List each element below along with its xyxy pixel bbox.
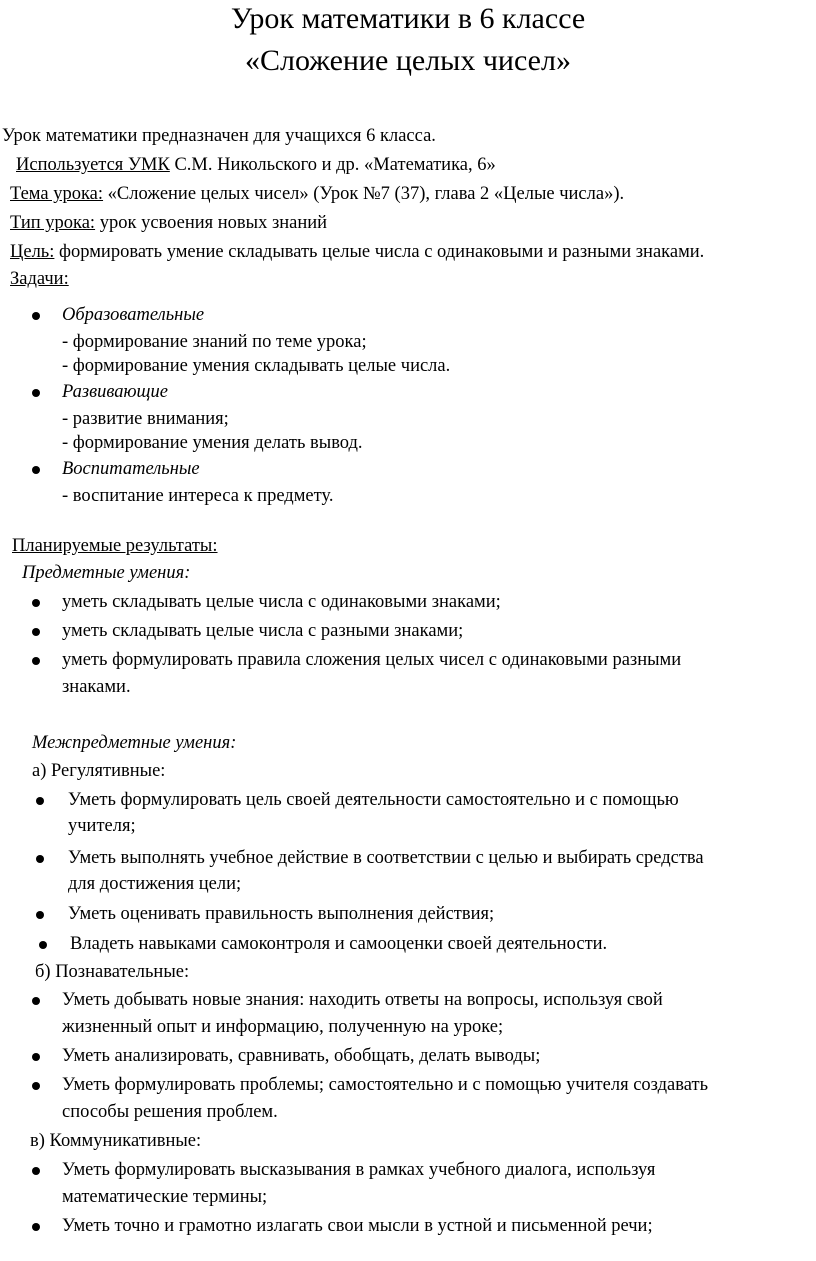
umk-value: С.М. Никольского и др. «Математика, 6»: [169, 155, 496, 175]
regulatory-item: Владеть навыками самоконтроля и самооценки своей деятельности.: [70, 934, 608, 954]
regulatory-item-continued: учителя;: [68, 816, 136, 836]
bullet-icon: [32, 1053, 40, 1061]
umk-label: Используется УМК: [16, 155, 170, 175]
topic-line: [10, 182, 624, 206]
bullet-icon: [32, 312, 40, 320]
bullet-icon: [36, 797, 44, 805]
document-title-line-2: «Сложение целых чисел»: [245, 44, 571, 77]
communicative-heading: в) Коммуникативные:: [30, 1131, 202, 1151]
results-heading: Планируемые результаты:: [12, 536, 218, 556]
bullet-icon: [32, 628, 40, 636]
document-title-line-1: Урок математики в 6 классе: [230, 2, 586, 35]
task-educational-title: Образовательные: [62, 305, 205, 325]
bullet-icon: [32, 389, 40, 397]
bullet-icon: [32, 466, 40, 474]
task-upbringing-title: Воспитательные: [62, 459, 200, 479]
meta-skills-heading: Межпредметные умения:: [32, 733, 237, 753]
goal-line: [10, 240, 704, 264]
task-developing-item: - развитие внимания;: [62, 409, 229, 429]
communicative-item-continued: математические термины;: [62, 1187, 268, 1207]
tasks-heading: Задачи:: [10, 269, 69, 289]
regulatory-item: Уметь выполнять учебное действие в соответствии с целью и выбирать средства: [68, 848, 704, 868]
subject-skill-item: уметь складывать целые числа с одинаковыми знаками;: [62, 592, 501, 612]
subject-skill-item: уметь складывать целые числа с разными знаками;: [62, 621, 464, 641]
task-upbringing-item: - воспитание интереса к предмету.: [62, 486, 334, 506]
bullet-icon: [39, 941, 47, 949]
task-developing-item: - формирование умения делать вывод.: [62, 433, 363, 453]
cognitive-heading: б) Познавательные:: [35, 962, 190, 982]
regulatory-item-continued: для достижения цели;: [68, 874, 242, 894]
bullet-icon: [36, 855, 44, 863]
bullet-icon: [32, 1167, 40, 1175]
subject-skill-item-continued: знаками.: [62, 677, 131, 697]
communicative-item: Уметь формулировать высказывания в рамках учебного диалога, используя: [62, 1160, 656, 1180]
regulatory-heading: а) Регулятивные:: [32, 761, 166, 781]
cognitive-item-continued: жизненный опыт и информацию, полученную на уроке;: [62, 1017, 504, 1037]
lesson-type-line: [10, 211, 327, 235]
cognitive-item: Уметь анализировать, сравнивать, обобщать, делать выводы;: [62, 1046, 541, 1066]
task-educational-item: - формирование знаний по теме урока;: [62, 332, 367, 352]
topic-value: «Сложение целых чисел» (Урок №7 (37), глава 2 «Целые числа»).: [103, 184, 625, 204]
goal-label: Цель:: [10, 242, 55, 262]
cognitive-item: Уметь добывать новые знания: находить ответы на вопросы, используя свой: [62, 990, 663, 1010]
lesson-type-label: Тип урока:: [10, 213, 96, 233]
subject-skill-item: уметь формулировать правила сложения целых чисел с одинаковыми разными: [62, 650, 682, 670]
cognitive-item: Уметь формулировать проблемы; самостоятельно и с помощью учителя создавать: [62, 1075, 709, 1095]
subject-skills-heading: Предметные умения:: [22, 563, 191, 583]
bullet-icon: [32, 1223, 40, 1231]
purpose-text: Урок математики предназначен для учащихся 6 класса.: [2, 126, 436, 146]
cognitive-item-continued: способы решения проблем.: [62, 1102, 278, 1122]
bullet-icon: [32, 657, 40, 665]
communicative-item: Уметь точно и грамотно излагать свои мысли в устной и письменной речи;: [62, 1216, 653, 1236]
bullet-icon: [32, 1082, 40, 1090]
bullet-icon: [36, 911, 44, 919]
bullet-icon: [32, 599, 40, 607]
regulatory-item: Уметь формулировать цель своей деятельности самостоятельно и с помощью: [68, 790, 679, 810]
lesson-type-value: урок усвоения новых знаний: [95, 213, 328, 233]
bullet-icon: [32, 997, 40, 1005]
topic-label: Тема урока:: [10, 184, 104, 204]
regulatory-item: Уметь оценивать правильность выполнения действия;: [68, 904, 495, 924]
task-educational-item: - формирование умения складывать целые числа.: [62, 356, 451, 376]
task-developing-title: Развивающие: [62, 382, 168, 402]
goal-value: формировать умение складывать целые числа с одинаковыми и разными знаками.: [54, 242, 705, 262]
umk-line: [16, 153, 496, 177]
